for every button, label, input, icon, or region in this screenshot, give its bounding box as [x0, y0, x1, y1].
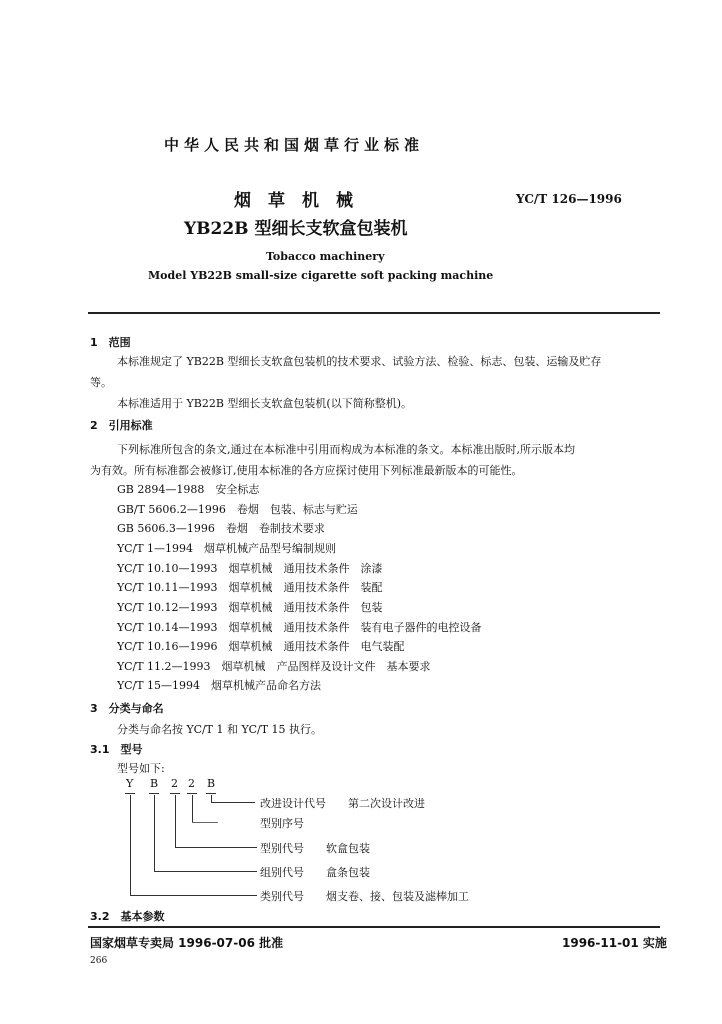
reference-item: GB 5606.3—1996 卷烟 卷制技术要求 [117, 522, 325, 535]
page-number: 266 [90, 956, 108, 966]
section-2-heading: 2 引用标准 [90, 419, 153, 432]
diagram-connector [175, 795, 176, 847]
model-label: 组别代号 盒条包装 [260, 866, 370, 879]
section-2-paragraph-1a: 下列标准所包含的条文,通过在本标准中引用而构成为本标准的条文。本标准出版时,所示版本均 [117, 443, 575, 456]
letter-underline [187, 793, 197, 794]
reference-item: GB 2894—1988 安全标志 [117, 483, 260, 496]
section-3-paragraph: 分类与命名按 YC/T 1 和 YC/T 15 执行。 [117, 723, 323, 736]
reference-item: YC/T 10.12—1993 烟草机械 通用技术条件 包装 [117, 601, 383, 614]
reference-item: YC/T 10.16—1996 烟草机械 通用技术条件 电气装配 [117, 640, 405, 653]
model-letter: Y [126, 777, 134, 790]
reference-item: YC/T 10.10—1993 烟草机械 通用技术条件 涂漆 [117, 562, 383, 575]
letter-underline [149, 793, 159, 794]
reference-item: YC/T 1—1994 烟草机械产品型号编制规则 [117, 542, 337, 555]
diagram-connector [130, 895, 257, 896]
title-line-2: YB22B 型细长支软盒包装机 [184, 219, 408, 239]
section-1-paragraph-2: 本标准适用于 YB22B 型细长支软盒包装机(以下简称整机)。 [117, 397, 413, 410]
footer-rule [88, 926, 660, 928]
model-label: 类别代号 烟支卷、接、包装及滤棒加工 [260, 890, 469, 903]
letter-underline [206, 793, 216, 794]
model-label: 改进设计代号 第二次设计改进 [260, 797, 425, 810]
header-rule [88, 312, 660, 314]
section-3-2-heading: 3.2 基本参数 [90, 910, 165, 923]
std-number: YC/T 126—1996 [516, 192, 622, 206]
diagram-connector [154, 795, 155, 871]
section-1-paragraph-1a: 本标准规定了 YB22B 型细长支软盒包装机的技术要求、试验方法、检验、标志、包装、运输及贮存 [117, 355, 602, 368]
diagram-connector [211, 795, 212, 802]
letter-underline [170, 793, 180, 794]
section-1-paragraph-1b: 等。 [90, 376, 112, 389]
section-2-paragraph-1b: 为有效。所有标准都会被修订,使用本标准的各方应探讨使用下列标准最新版本的可能性。 [90, 464, 523, 477]
section-3-1-heading: 3.1 型号 [90, 743, 143, 756]
diagram-connector [130, 795, 131, 895]
model-label: 型别代号 软盒包装 [260, 842, 370, 855]
reference-item: YC/T 15—1994 烟草机械产品命名方法 [117, 679, 322, 692]
section-3-1-paragraph: 型号如下: [117, 762, 165, 775]
issuer-line: 国家烟草专卖局 1996-07-06 批准 [90, 936, 284, 950]
diagram-connector [192, 795, 193, 822]
reference-item: YC/T 10.14—1993 烟草机械 通用技术条件 装有电子器件的电控设备 [117, 621, 482, 634]
model-letter: B [150, 777, 159, 790]
english-title-2: Model YB22B small-size cigarette soft packing machine [148, 269, 494, 282]
section-1-heading: 1 范围 [90, 336, 131, 349]
model-letter: 2 [188, 777, 195, 790]
reference-item: YC/T 10.11—1993 烟草机械 通用技术条件 装配 [117, 581, 383, 594]
implementation-date: 1996-11-01 实施 [562, 936, 667, 950]
section-3-heading: 3 分类与命名 [90, 702, 164, 715]
letter-underline [125, 793, 135, 794]
diagram-connector [211, 802, 255, 803]
org-title: 中华人民共和国烟草行业标准 [164, 136, 425, 154]
english-title-1: Tobacco machinery [266, 250, 385, 263]
model-letter: 2 [171, 777, 178, 790]
diagram-connector [154, 871, 257, 872]
reference-item: GB/T 5606.2—1996 卷烟 包装、标志与贮运 [117, 503, 358, 516]
title-line-1: 烟 草 机 械 [234, 191, 353, 211]
model-label: 型别序号 [260, 817, 304, 830]
diagram-connector [175, 847, 257, 848]
diagram-connector [192, 822, 218, 823]
model-letter: B [207, 777, 216, 790]
reference-item: YC/T 11.2—1993 烟草机械 产品图样及设计文件 基本要求 [117, 660, 431, 673]
